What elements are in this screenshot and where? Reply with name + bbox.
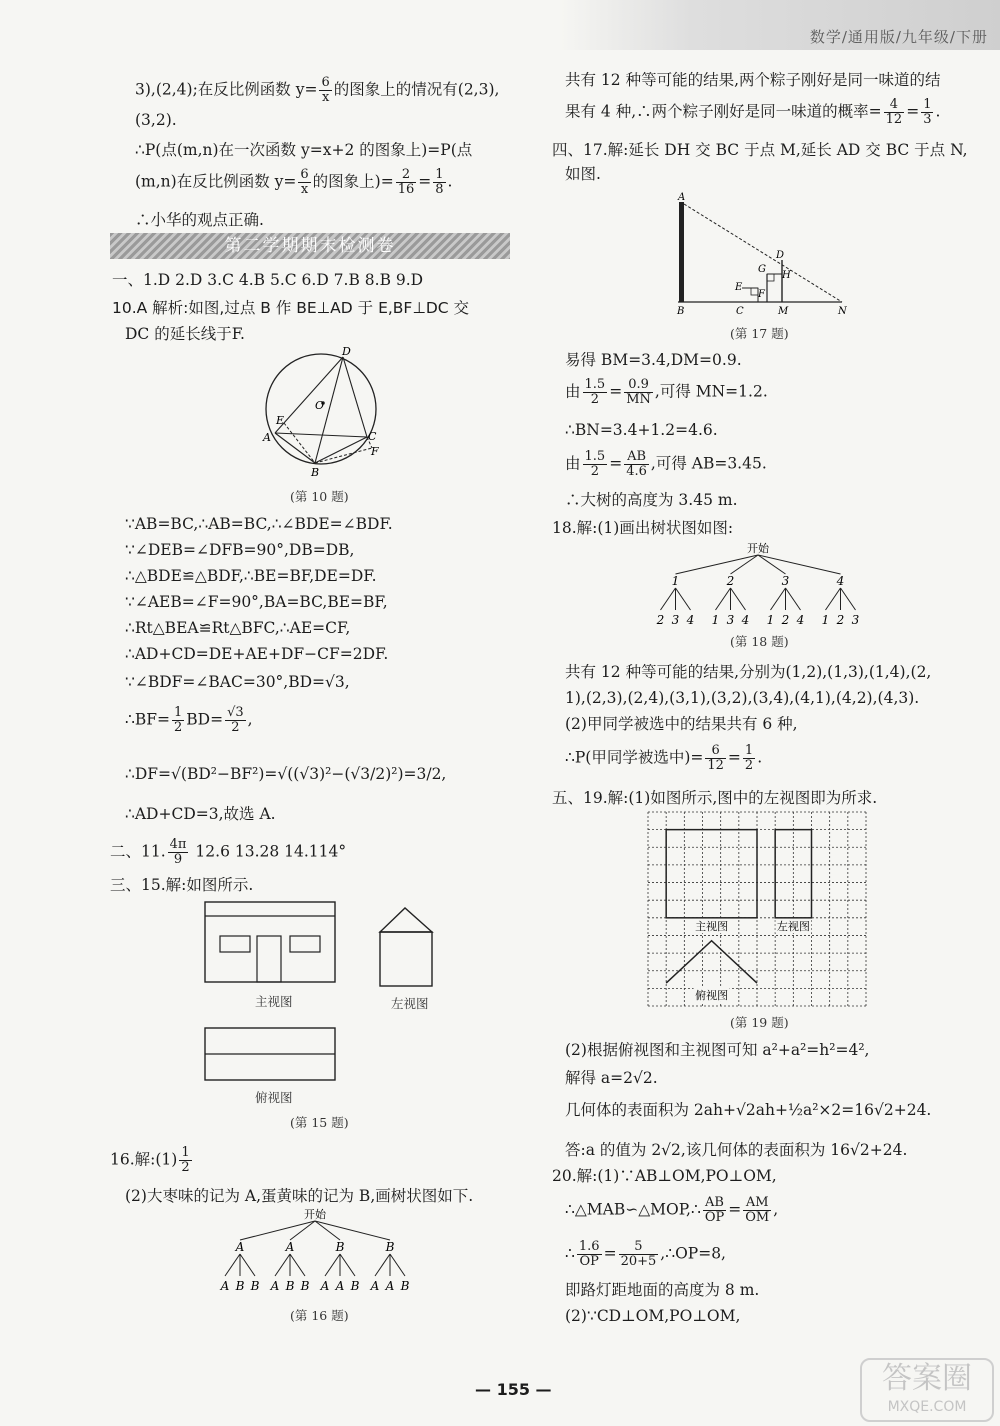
tree-leaf: 1 [711,613,720,627]
text-line: 果有 4 种,∴两个粽子刚好是同一味道的概率= $\frac{4}{12}$ = $\frac{1}{3}$ . [565,97,941,127]
label-left-view: 左视图 [776,920,810,934]
tree-leaf: B [285,1279,295,1293]
tree-leaf: 4 [741,613,750,627]
svg-text:A: A [263,431,271,444]
text-line: ∴△BDE≌△BDF,∴BE=BF,DE=DF. [125,567,377,585]
svg-text:E: E [735,282,743,293]
text-line: 16.解:(1) $\frac{1}{2}$ [110,1145,190,1175]
svg-text:H: H [782,270,791,281]
text-line: 三、15.解:如图所示. [110,876,254,894]
section-banner: 第二学期期末检测卷 [110,233,510,259]
text-line: 二、11. $\frac{4\pi}{9}$ 12.6 13.28 14.114° [110,837,347,867]
tree-leaf: 3 [726,613,735,627]
tree-leaf: B [350,1279,360,1293]
tree-leaf: A [320,1279,330,1293]
text-line: 几何体的表面积为 2ah+√2ah+½a²×2=16√2+24. [565,1101,932,1119]
text-line: (2)根据俯视图和主视图可知 a²+a²=h²=4², [565,1041,870,1059]
text-line: 3),(2,4);在反比例函数 y= $\frac{6}{x}$ 的图象上的情况有(2,3), [135,75,500,105]
tree-leaf: A [370,1279,380,1293]
tree-leaf: 2 [836,613,845,627]
tree-branch [240,1254,255,1276]
text-line: 10.A 解析:如图,过点 B 作 BE⊥AD 于 E,BF⊥DC 交 [112,299,470,317]
text-line: ∴ $\frac{1.6}{OP}$ = $\frac{5}{20+5}$ ,∴OP=8, [565,1239,726,1269]
tree-node: B [335,1240,345,1254]
text-line: 即路灯距地面的高度为 8 m. [565,1281,760,1299]
text-line: ∴Rt△BEA≌Rt△BFC,∴AE=CF, [125,619,351,637]
tree-branch [240,1221,315,1240]
tree-leaf: 2 [781,613,790,627]
tree-node: B [385,1240,395,1254]
text-line: 解得 a=2√2. [565,1069,658,1087]
caption: (第 18 题) [730,634,789,649]
tree-leaf: A [220,1279,230,1293]
text-line: ∴P(点(m,n)在一次函数 y=x+2 的图象上)=P(点 [135,141,473,159]
figure-19-grid [648,812,866,1006]
text-line: 20.解:(1)∵AB⊥OM,PO⊥OM, [552,1167,777,1185]
text-line: 共有 12 种等可能的结果,两个粽子刚好是同一味道的结 [565,71,941,89]
caption: (第 16 题) [290,1308,349,1323]
text-line: ∵∠AEB=∠F=90°,BA=BC,BE=BF, [125,593,388,611]
label-top-view: 俯视图 [255,1090,293,1105]
page-number: — 155 — [475,1380,552,1399]
svg-text:B: B [677,306,685,317]
tree-leaf: 4 [796,613,805,627]
text-line: 共有 12 种等可能的结果,分别为(1,2),(1,3),(1,4),(2, [565,663,932,681]
text-line: ∴AD+CD=3,故选 A. [125,805,276,823]
text-line: (3,2). [135,111,177,129]
tree-branch [676,555,759,574]
svg-text:E: E [276,414,285,427]
caption: (第 15 题) [290,1115,349,1130]
tree-branch [290,1254,305,1276]
svg-text:B: B [311,466,320,479]
text-line: 18.解:(1)画出树状图如图: [552,519,734,537]
tree-leaf: B [235,1279,245,1293]
caption: (第 17 题) [730,326,789,341]
tree-leaf: 1 [821,613,830,627]
text-line: ∴BF= $\frac{1}{2}$ BD= $\frac{√3}{2}$ , [125,705,253,735]
tree-root: 开始 [304,1208,326,1221]
text-line: 由 $\frac{1.5}{2}$ = $\frac{AB}{4.6}$ ,可得 AB=3.45. [565,449,767,479]
tree-leaf: 4 [686,613,695,627]
tree-leaf: B [400,1279,410,1293]
top-view-shape [666,941,757,983]
caption: (第 10 题) [290,489,349,504]
svg-text:A: A [678,192,686,203]
tree-branch [225,1254,240,1276]
text-line: ∴△MAB∽△MOP,∴ $\frac{AB}{OP}$ = $\frac{AM}{OM}$ , [565,1195,779,1225]
text-line: (m,n)在反比例函数 y= $\frac{6}{x}$ 的图象上)= $\frac{2}{16}$ = $\frac{1}{8}$ . [135,167,453,197]
fraction: $\frac{6}{x}$ [321,75,330,105]
tree-leaf: 3 [671,613,680,627]
svg-text:N: N [838,306,847,317]
svg-text:F: F [758,289,765,300]
text-line: ∵∠BDF=∠BAC=30°,BD=√3, [125,673,350,691]
tree-leaf: B [250,1279,260,1293]
tree-node: 3 [781,574,790,588]
tree-node: 2 [726,574,735,588]
text-line: 五、19.解:(1)如图所示,图中的左视图即为所求. [552,789,878,807]
tree-node: A [285,1240,295,1254]
figure-17-tree-height [670,190,860,318]
text-line: ∴DF=√(BD²−BF²)=√((√3)²−(√3/2)²)=3/2, [125,765,447,783]
text-line: DC 的延长线于F. [125,325,245,343]
label-left-view: 左视图 [391,996,429,1011]
text-line: 答:a 的值为 2√2,该几何体的表面积为 16√2+24. [565,1141,908,1159]
text-line: 四、17.解:延长 DH 交 BC 于点 M,延长 AD 交 BC 于点 N, [552,141,968,159]
tree-leaf: B [300,1279,310,1293]
tree-root: 开始 [747,542,769,555]
text-line: 1),(2,3),(2,4),(3,1),(3,2),(3,4),(4,1),(4,2),(4,3). [565,689,920,707]
tree-leaf: A [270,1279,280,1293]
tree-branch [758,555,841,574]
tree-node: 1 [671,574,680,588]
tree-node: 4 [836,574,845,588]
text-line: ∴大树的高度为 3.45 m. [565,491,738,509]
tree-branch [771,588,786,610]
tree-leaf: A [385,1279,395,1293]
tree-leaf: 2 [656,613,665,627]
tree-branch [786,588,801,610]
figure-16-tree [215,1206,415,1306]
tree-branch [661,588,676,610]
tree-branch [731,588,746,610]
text-line: 如图. [565,165,601,183]
svg-text:O: O [315,399,325,412]
text-line: ∴AD+CD=DE+AE+DF−CF=2DF. [125,645,389,663]
text-line: ∵AB=BC,∴AB=BC,∴∠BDE=∠BDF. [125,515,393,533]
tree-branch [716,588,731,610]
tree-leaf: 3 [851,613,860,627]
svg-text:C: C [736,306,744,317]
label-front-view: 主视图 [695,920,729,934]
text-line: (2)大枣味的记为 A,蛋黄味的记为 B,画树状图如下. [125,1187,474,1205]
text-line: ∴小华的观点正确. [135,211,264,229]
tree-branch [325,1254,340,1276]
running-title: 数学/通用版/九年级/下册 [809,28,988,46]
tree-leaf: 1 [766,613,775,627]
tree-branch [275,1254,290,1276]
tree-branch [676,588,691,610]
text-line: 易得 BM=3.4,DM=0.9. [565,351,742,369]
tree-branch [826,588,841,610]
figure-10-circle [255,345,395,480]
svg-text:C: C [368,430,377,443]
tree-branch [315,1221,390,1240]
text-line: ∴BN=3.4+1.2=4.6. [565,421,718,439]
svg-text:G: G [758,264,766,275]
tree-branch [841,588,856,610]
text-line: ∴P(甲同学被选中)= $\frac{6}{12}$ = $\frac{1}{2}$ . [565,743,763,773]
text-line: ∵∠DEB=∠DFB=90°,DB=DB, [125,541,355,559]
text-line: (2)∵CD⊥OM,PO⊥OM, [565,1307,741,1325]
front-view-shape [666,830,757,918]
text-line: 由 $\frac{1.5}{2}$ = $\frac{0.9}{MN}$ ,可得 MN=1.2. [565,377,768,407]
tree-branch [390,1254,405,1276]
watermark-logo: 答案圈 MXQE.COM [860,1358,994,1422]
figure-18-tree [648,540,868,630]
tree-branch [375,1254,390,1276]
tree-node: A [235,1240,245,1254]
text-line: (2)甲同学被选中的结果共有 6 种, [565,715,798,733]
label-top-view: 俯视图 [695,988,729,1002]
tree-branch [340,1254,355,1276]
label-front-view: 主视图 [255,994,293,1009]
svg-text:F: F [371,445,379,458]
tree-leaf: A [335,1279,345,1293]
svg-text:D: D [776,250,785,261]
svg-text:D: D [342,345,351,358]
caption: (第 19 题) [730,1015,789,1030]
svg-text:M: M [778,306,789,317]
answers-mc: 一、1.D 2.D 3.C 4.B 5.C 6.D 7.B 8.B 9.D [112,271,424,289]
